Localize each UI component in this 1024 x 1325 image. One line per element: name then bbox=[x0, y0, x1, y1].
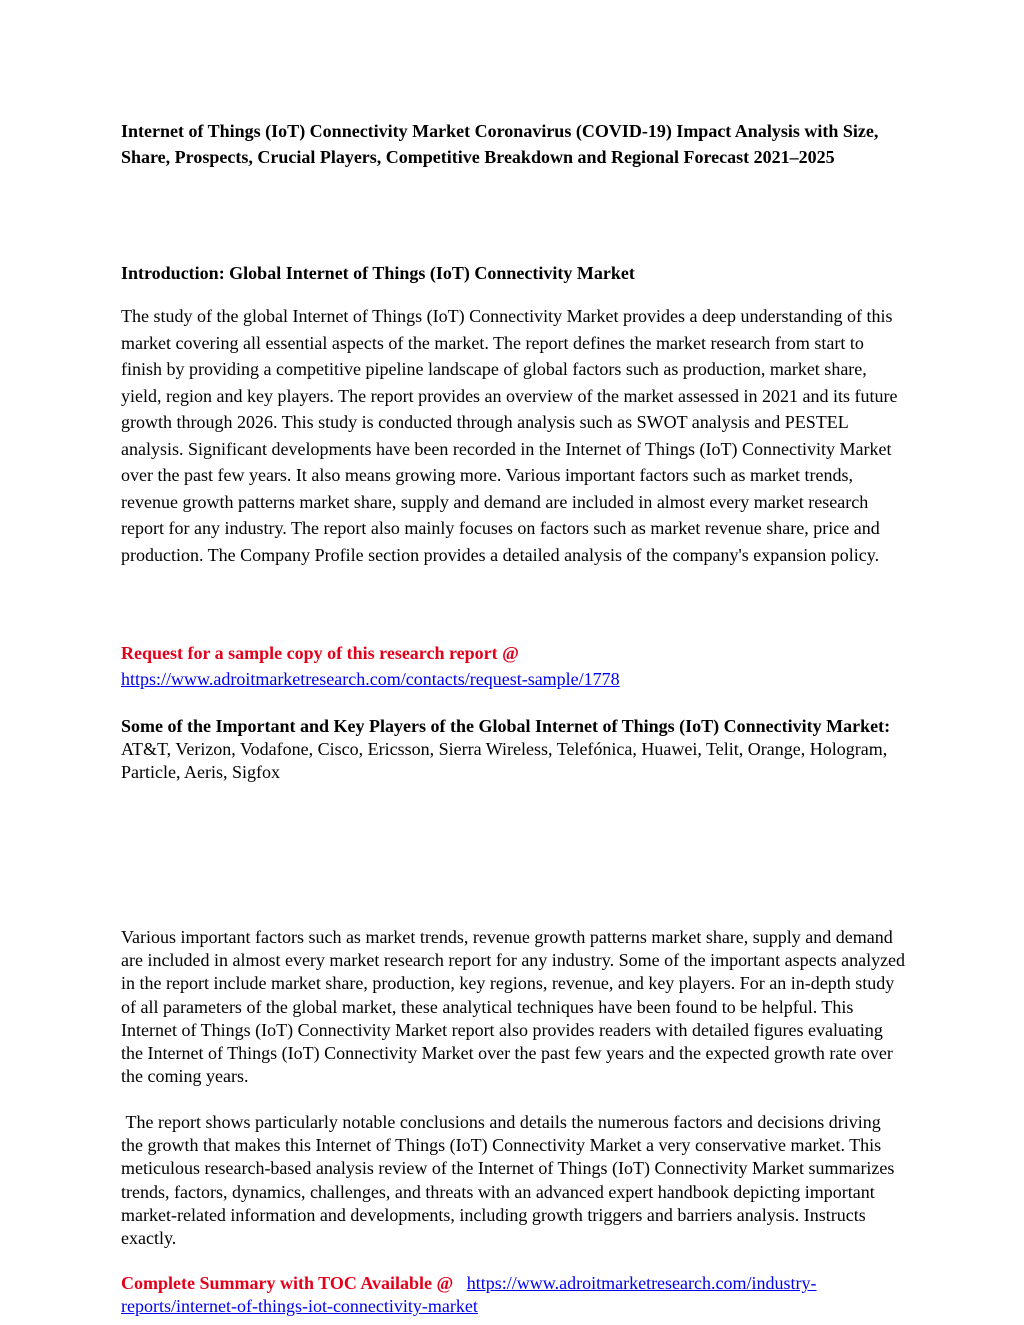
conclusions-paragraph bbox=[121, 1111, 907, 1250]
toc-summary-link[interactable]: https://www.adroitmarketresearch.com/industry-reports/internet-of-things-iot-connectivity-market bbox=[121, 1273, 817, 1316]
key-players-list: AT&T, Verizon, Vodafone, Cisco, Ericsson, Sierra Wireless, Telefónica, Huawei, Telit, Orange, Hologram, Particle, Aeris, Sigfox bbox=[121, 739, 888, 782]
intro-heading: Introduction: Global Internet of Things (IoT) Connectivity Market bbox=[121, 263, 635, 283]
key-players bbox=[121, 715, 907, 784]
document-title: Internet of Things (IoT) Connectivity Market Coronavirus (COVID-19) Impact Analysis with Size, Share, Prospects, Crucial Players, Competitive Breakdown and Regional Forecast 2021–2025 bbox=[121, 121, 879, 167]
sample-request-label: Request for a sample copy of this research report @ bbox=[121, 643, 519, 663]
conclusions-text: The report shows particularly notable conclusions and details the numerous factors and decisions driving the growth that makes this Internet of Things (IoT) Connectivity Market a very conservative market. This meticulous research-based analysis review of the Internet of Things (IoT) Connectivity Market summarizes trends, factors, dynamics, challenges, and threats with an advanced expert handbook depicting important market-related information and developments, including growth triggers and barriers analysis. Instructs exactly. bbox=[121, 1112, 895, 1249]
sample-request bbox=[121, 640, 907, 692]
toc-summary-label: Complete Summary with TOC Available @ bbox=[121, 1273, 454, 1293]
factors-paragraph: Various important factors such as market trends, revenue growth patterns market share, supply and demand are included in almost every market research report for any industry. Some of the important aspects analyzed in the report include market share, production, key regions, revenue, and key players. For an in-depth study of all parameters of the global market, these analytical techniques have been found to be helpful. This Internet of Things (IoT) Connectivity Market report also provides readers with detailed figures evaluating the Internet of Things (IoT) Connectivity Market over the past few years and the expected growth rate over the coming years. bbox=[121, 927, 906, 1087]
key-players-label: Some of the Important and Key Players of the Global Internet of Things (IoT) Connectivity Market: bbox=[121, 716, 891, 736]
intro-paragraph: The study of the global Internet of Things (IoT) Connectivity Market provides a deep understanding of this market covering all essential aspects of the market. The report defines the market research from start to finish by providing a competitive pipeline landscape of global factors such as production, market share, yield, region and key players. The report provides an overview of the market assessed in 2021 and its future growth through 2026. This study is conducted through analysis such as SWOT analysis and PESTEL analysis. Significant developments have been recorded in the Internet of Things (IoT) Connectivity Market over the past few years. It also means growing more. Various important factors such as market trends, revenue growth patterns market share, supply and demand are included in almost every market research report for any industry. The report also mainly focuses on factors such as market revenue share, price and production. The Company Profile section provides a detailed analysis of the company's expansion policy. bbox=[121, 306, 898, 565]
document-page bbox=[121, 118, 907, 1316]
toc-summary bbox=[121, 1272, 907, 1318]
sample-request-link[interactable]: https://www.adroitmarketresearch.com/contacts/request-sample/1778 bbox=[121, 669, 620, 689]
